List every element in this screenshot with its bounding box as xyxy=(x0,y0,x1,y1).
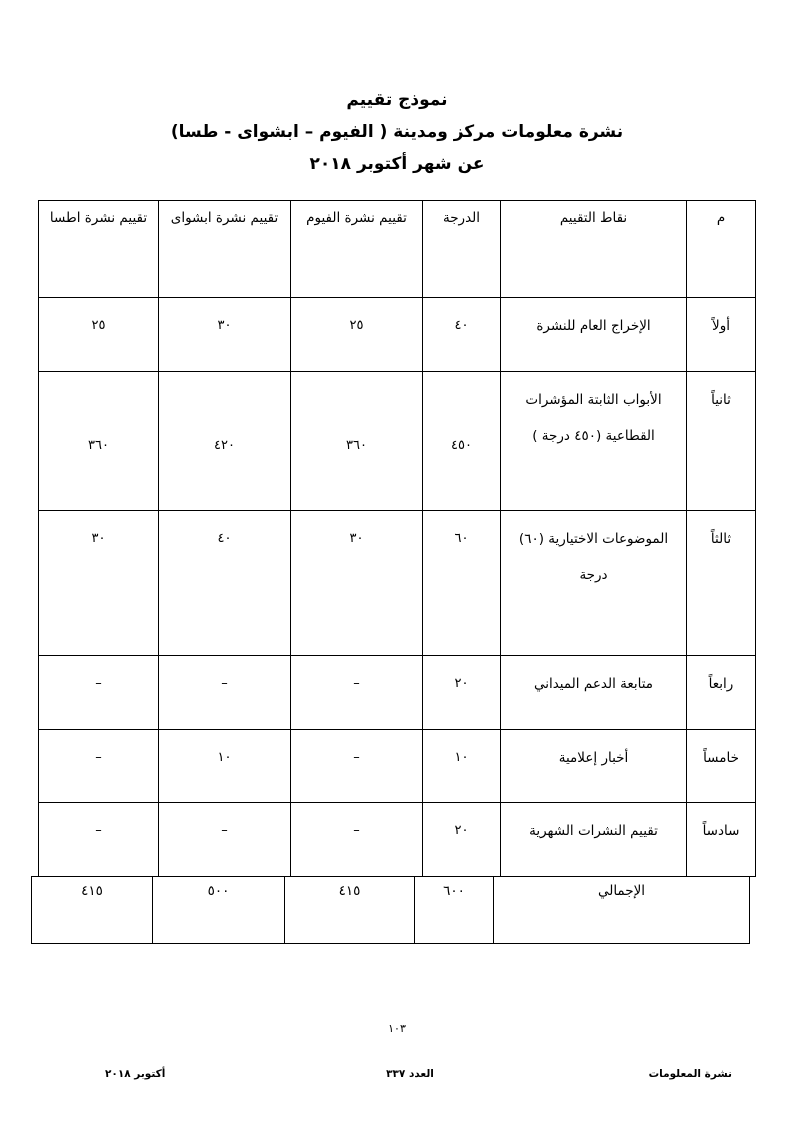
row-fayoum: ٢٥ xyxy=(291,298,423,372)
header-ibshway: تقييم نشرة ابشواى xyxy=(159,201,291,298)
table-row xyxy=(39,803,756,877)
row-m: خامساً xyxy=(687,730,756,803)
row-degree: ٢٠ xyxy=(423,656,501,730)
row-tasa: ٣٦٠ xyxy=(39,372,159,511)
header-degree: الدرجة xyxy=(423,201,501,298)
row-degree: ٤٠ xyxy=(423,298,501,372)
total-degree: ٦٠٠ xyxy=(415,877,494,944)
row-points: أخبار إعلامية xyxy=(501,730,687,803)
title-block xyxy=(0,84,794,180)
row-tasa: ٣٠ xyxy=(39,511,159,656)
table-row xyxy=(39,511,756,656)
row-ibshway: – xyxy=(159,803,291,877)
row-m: سادساً xyxy=(687,803,756,877)
row-points: تقييم النشرات الشهرية xyxy=(501,803,687,877)
row-tasa: – xyxy=(39,730,159,803)
row-degree: ٦٠ xyxy=(423,511,501,656)
bulletin-title: نشرة معلومات مركز ومدينة ( الفيوم – ابشواى - طسا) xyxy=(170,122,624,142)
row-m: أولاً xyxy=(687,298,756,372)
row-degree: ٤٥٠ xyxy=(423,372,501,511)
total-fayoum: ٤١٥ xyxy=(285,877,415,944)
table-row xyxy=(39,298,756,372)
row-ibshway: ٤٠ xyxy=(159,511,291,656)
row-ibshway: ٤٢٠ xyxy=(159,372,291,511)
row-points: الموضوعات الاختيارية (٦٠) درجة xyxy=(501,511,687,656)
table-header-row xyxy=(39,201,756,298)
table-row xyxy=(39,656,756,730)
row-m: ثانياً xyxy=(687,372,756,511)
footer-publication: نشرة المعلومات xyxy=(648,1068,732,1080)
evaluation-table xyxy=(38,200,756,877)
row-points: الإخراج العام للنشرة xyxy=(501,298,687,372)
header-fayoum: تقييم نشرة الفيوم xyxy=(291,201,423,298)
row-m: ثالثاً xyxy=(687,511,756,656)
total-table xyxy=(31,876,750,944)
table-row xyxy=(39,730,756,803)
row-fayoum: ٣٦٠ xyxy=(291,372,423,511)
row-tasa: ٢٥ xyxy=(39,298,159,372)
row-degree: ٢٠ xyxy=(423,803,501,877)
form-title: نموذج تقييم xyxy=(346,90,448,110)
row-points: متابعة الدعم الميداني xyxy=(501,656,687,730)
row-ibshway: ١٠ xyxy=(159,730,291,803)
row-ibshway: – xyxy=(159,656,291,730)
total-tasa: ٤١٥ xyxy=(32,877,153,944)
header-m: م xyxy=(687,201,756,298)
total-ibshway: ٥٠٠ xyxy=(153,877,285,944)
row-ibshway: ٣٠ xyxy=(159,298,291,372)
row-tasa: – xyxy=(39,656,159,730)
table-row xyxy=(39,372,756,511)
footer-date: أكتوبر ٢٠١٨ xyxy=(105,1068,166,1080)
row-points: الأبواب الثابتة المؤشرات القطاعية (٤٥٠ درجة ) xyxy=(501,372,687,511)
page-number: ١٠٣ xyxy=(388,1022,406,1035)
row-tasa: – xyxy=(39,803,159,877)
header-points: نقاط التقييم xyxy=(501,201,687,298)
total-row xyxy=(32,877,750,944)
row-m: رابعاً xyxy=(687,656,756,730)
footer-issue: العدد ٣٣٧ xyxy=(386,1068,434,1080)
row-fayoum: – xyxy=(291,656,423,730)
row-degree: ١٠ xyxy=(423,730,501,803)
row-fayoum: – xyxy=(291,730,423,803)
header-tasa: تقييم نشرة اطسا xyxy=(39,201,159,298)
total-label: الإجمالي xyxy=(494,877,750,944)
row-fayoum: ٣٠ xyxy=(291,511,423,656)
row-fayoum: – xyxy=(291,803,423,877)
month-title: عن شهر أكتوبر ٢٠١٨ xyxy=(309,154,485,174)
